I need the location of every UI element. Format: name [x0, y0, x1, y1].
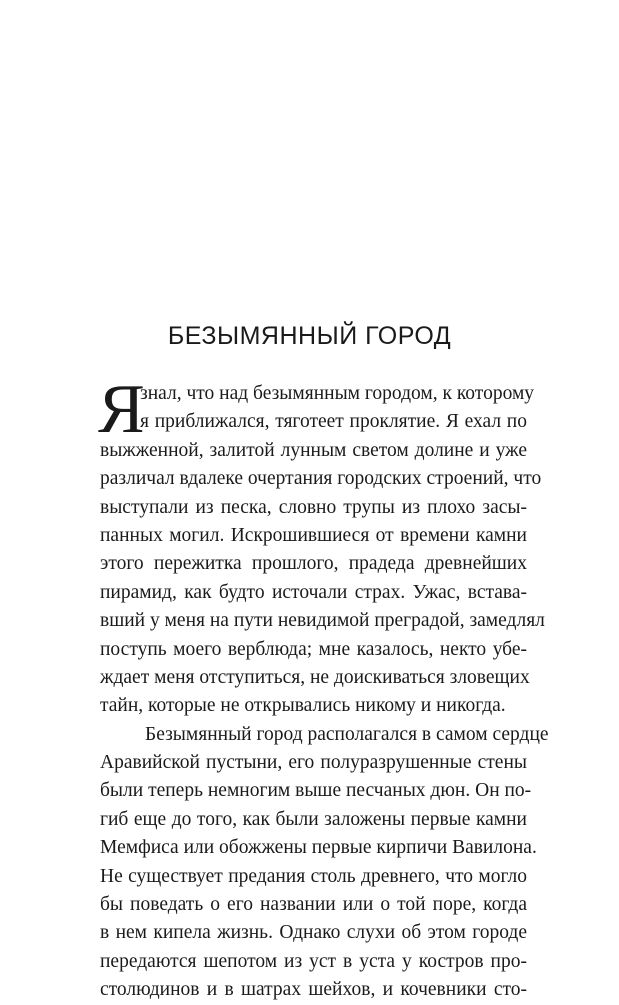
text-line: Не существует предания столь древнего, что могло — [100, 865, 527, 887]
text-line: выжженной, залитой лунным светом долине и уже — [100, 439, 527, 461]
text-line: Безымянный город располагался в самом сердце — [145, 723, 549, 745]
text-line: этого пережитка прошлого, прадеда древнейших — [100, 553, 527, 575]
chapter-title: БЕЗЫМЯННЫЙ ГОРОД — [167, 322, 452, 350]
text-line: я приближался, тяготеет проклятие. Я ехал по — [140, 411, 527, 433]
text-line: гиб еще до того, как были заложены первые камни — [100, 808, 527, 830]
paragraph-1 — [98, 371, 545, 721]
text-line: Мемфиса или обожжены первые кирпичи Вавилона. — [100, 837, 537, 859]
text-line: Аравийской пустыни, его полуразрушенные стены — [100, 752, 527, 774]
text-line: были теперь немногим выше песчаных дюн. Он по- — [100, 780, 532, 802]
body-text — [98, 371, 549, 1005]
drop-cap: Я — [98, 371, 145, 448]
text-line: ждает меня отступиться, не доискиваться зловещих — [100, 666, 530, 688]
text-line: передаются шепотом из уст в уста у костров про- — [100, 950, 527, 972]
text-line: бы поведать о его названии или о той поре, когда — [100, 894, 527, 916]
text-line: панных могил. Искрошившиеся от времени камни — [100, 524, 527, 546]
text-line: в нем кипела жизнь. Однако слухи об этом городе — [100, 922, 527, 944]
text-line: знал, что над безымянным городом, к которому — [140, 383, 535, 404]
paragraph-2 — [100, 721, 549, 1005]
text-line: выступали из песка, словно трупы из плохо засы- — [100, 496, 527, 518]
text-line: поступь моего верблюда; мне казалось, некто убе- — [100, 638, 527, 660]
text-line: различал вдалеке очертания городских строений, что — [100, 468, 542, 490]
text-line: вший у меня на пути невидимой преградой, замедлял — [100, 610, 545, 632]
text-line: столюдинов и в шатрах шейхов, и кочевники сто- — [100, 979, 527, 1001]
text-line: тайн, которые не открывались никому и никогда. — [100, 695, 506, 717]
text-line: пирамид, как будто источали страх. Ужас, встава- — [100, 581, 527, 603]
